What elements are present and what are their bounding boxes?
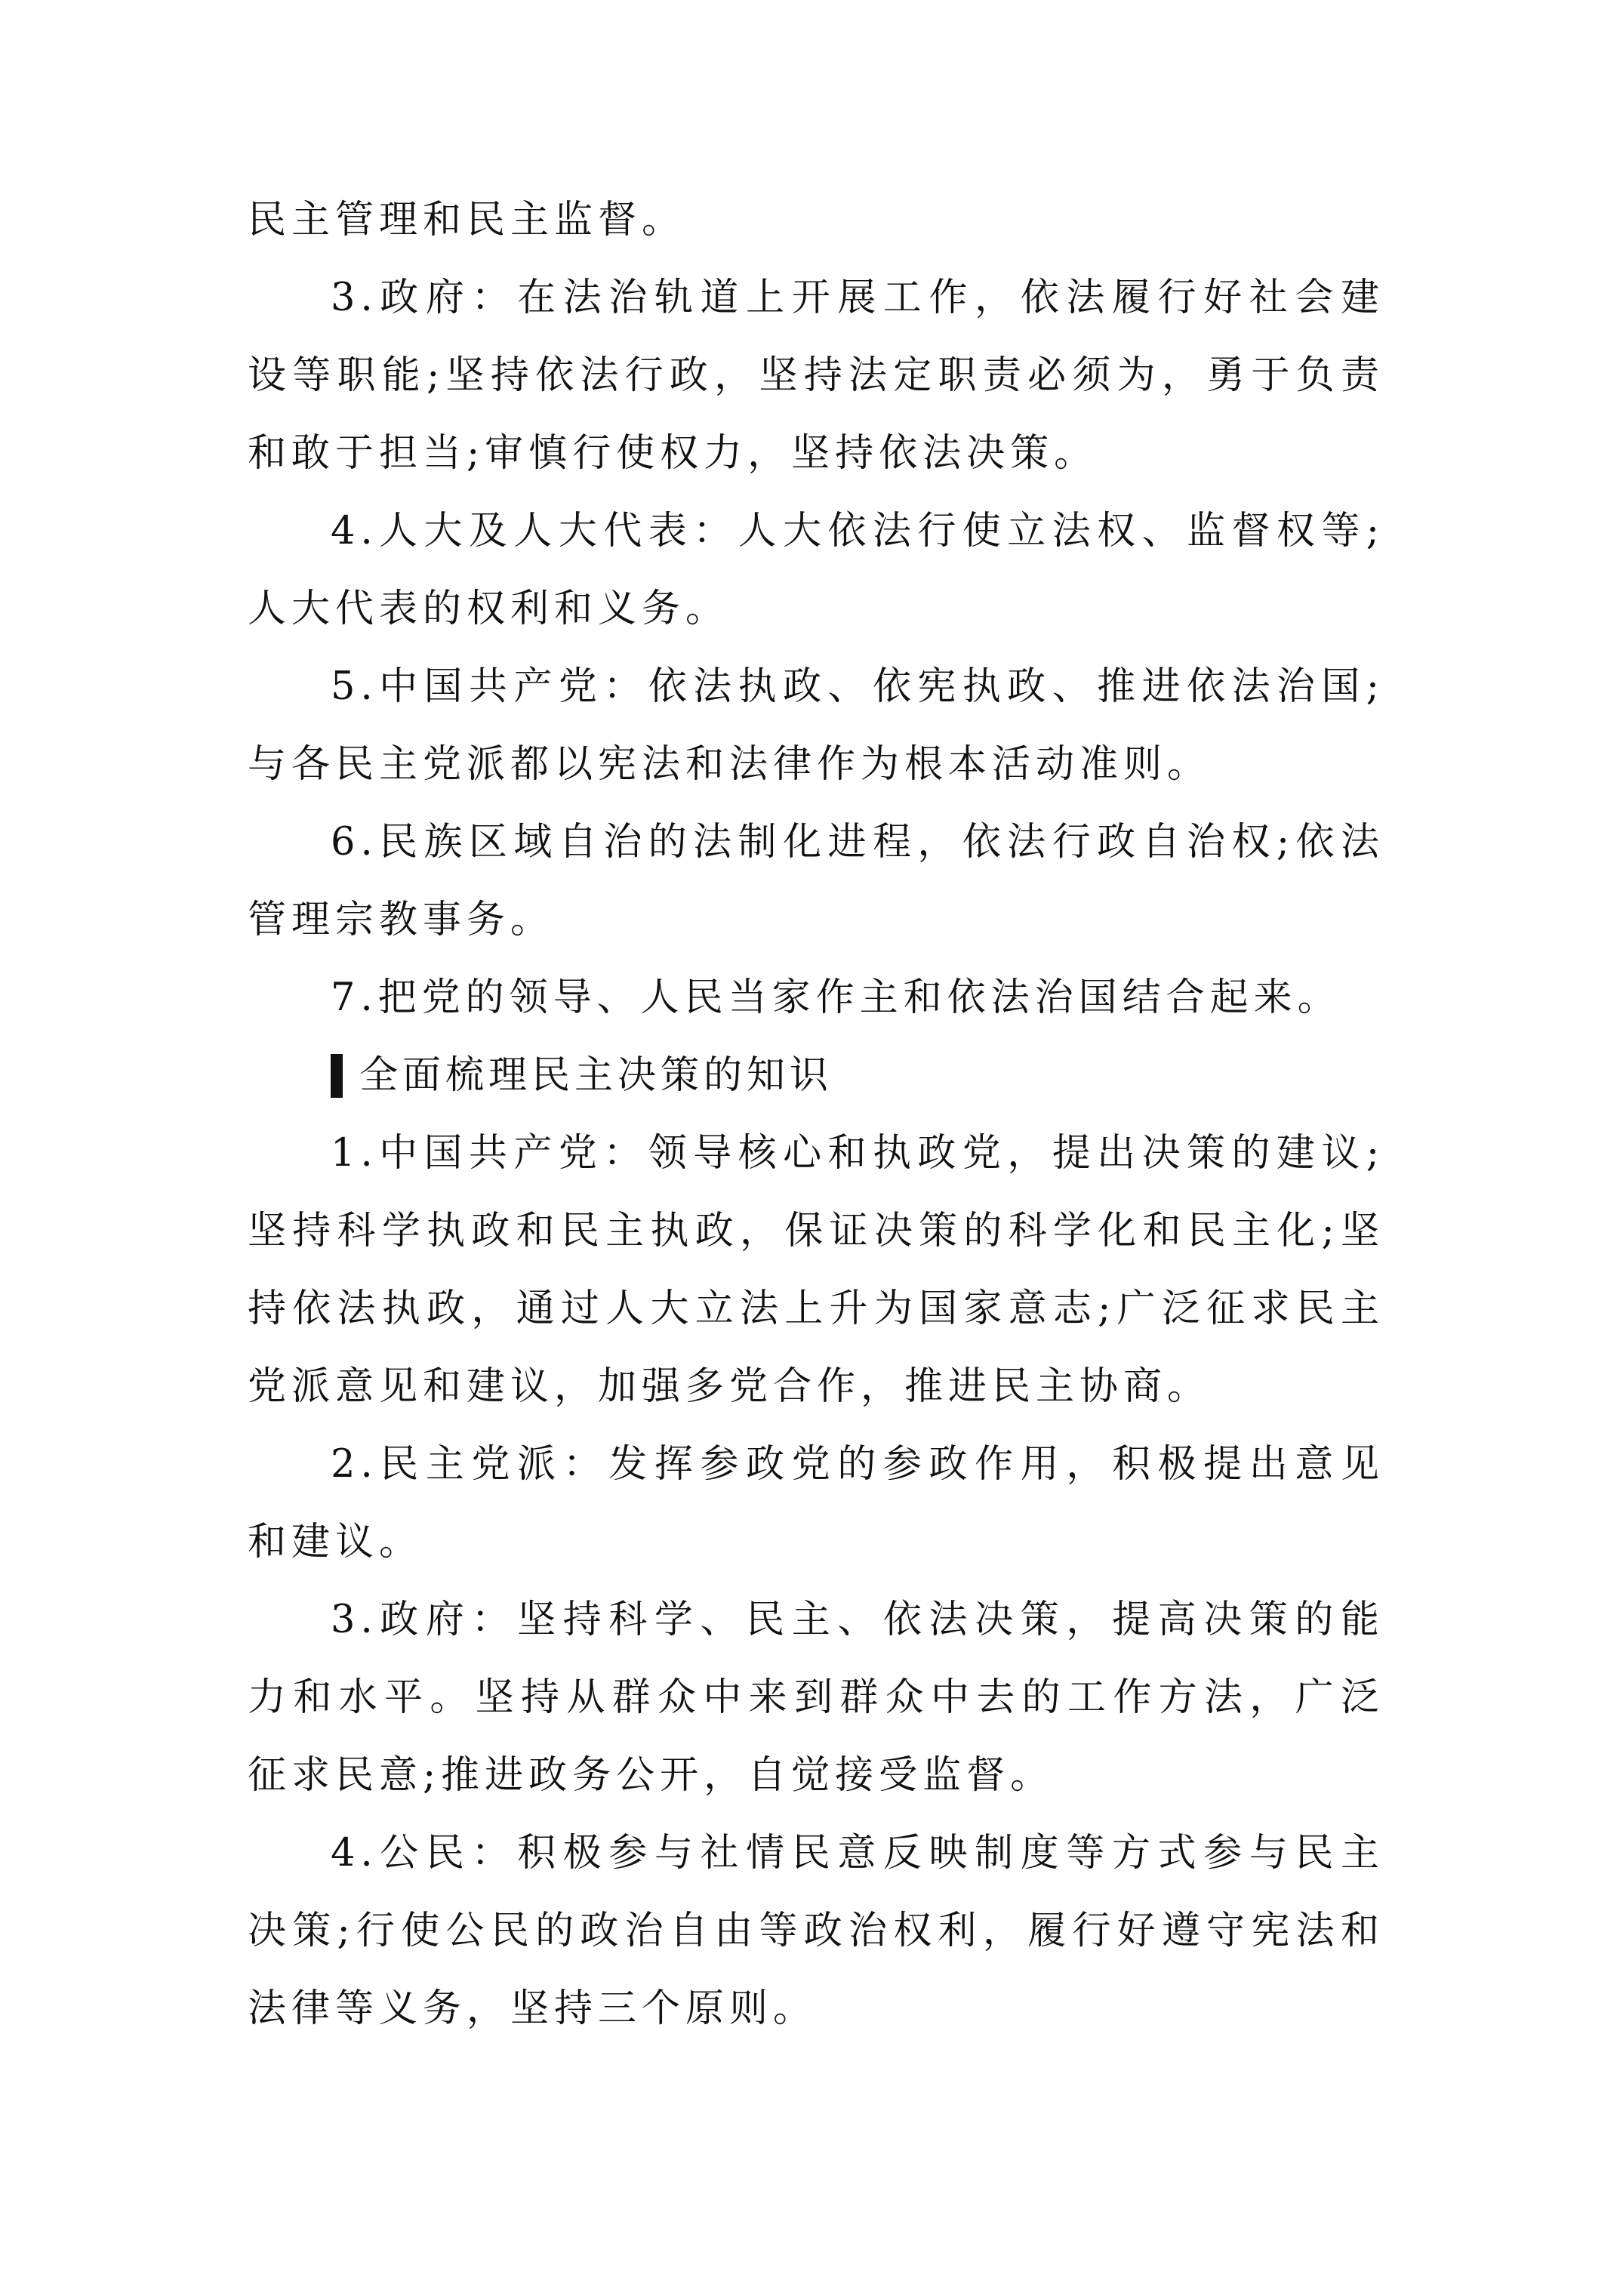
paragraph-cpc-decision: 1.中国共产党：领导核心和执政党，提出决策的建议;坚持科学执政和民主执政，保证决策的科学化和民主化;坚持依法执政，通过人大立法上升为国家意志;广泛征求民主党派意见和建议，加强多党合作，推进民主协商。 — [248, 1131, 1384, 1409]
document-body — [248, 181, 1384, 2048]
paragraph-citizens: 4.公民：积极参与社情民意反映制度等方式参与民主决策;行使公民的政治自由等政治权利，履行好遵守宪法和法律等义务，坚持三个原则。 — [248, 1831, 1384, 2031]
section-heading-text: 全面梳理民主决策的知识 — [359, 1053, 833, 1098]
paragraph-party-leadership: 7.把党的领导、人民当家作主和依法治国结合起来。 — [331, 975, 1341, 1020]
paragraph-government-rule-of-law: 3.政府：在法治轨道上开展工作，依法履行好社会建设等职能;坚持依法行政，坚持法定职责必须为，勇于负责和敢于担当;审慎行使权力，坚持依法决策。 — [248, 276, 1384, 476]
heading-bar-icon — [331, 1054, 343, 1098]
paragraph-democratic-parties: 2.民主党派：发挥参政党的参政作用，积极提出意见和建议。 — [248, 1442, 1384, 1564]
section-heading — [248, 1037, 1384, 1114]
paragraph-cpc-governance: 5.中国共产党：依法执政、依宪执政、推进依法治国;与各民主党派都以宪法和法律作为根本活动准则。 — [248, 664, 1384, 787]
paragraph-npc-deputies: 4.人大及人大代表：人大依法行使立法权、监督权等;人大代表的权利和义务。 — [248, 509, 1384, 631]
paragraph-regional-autonomy: 6.民族区域自治的法制化进程，依法行政自治权;依法管理宗教事务。 — [248, 820, 1384, 942]
paragraph-continuation: 民主管理和民主监督。 — [248, 198, 686, 242]
paragraph-government-decision: 3.政府：坚持科学、民主、依法决策，提高决策的能力和水平。坚持从群众中来到群众中去的工作方法，广泛征求民意;推进政务公开，自觉接受监督。 — [248, 1598, 1384, 1798]
